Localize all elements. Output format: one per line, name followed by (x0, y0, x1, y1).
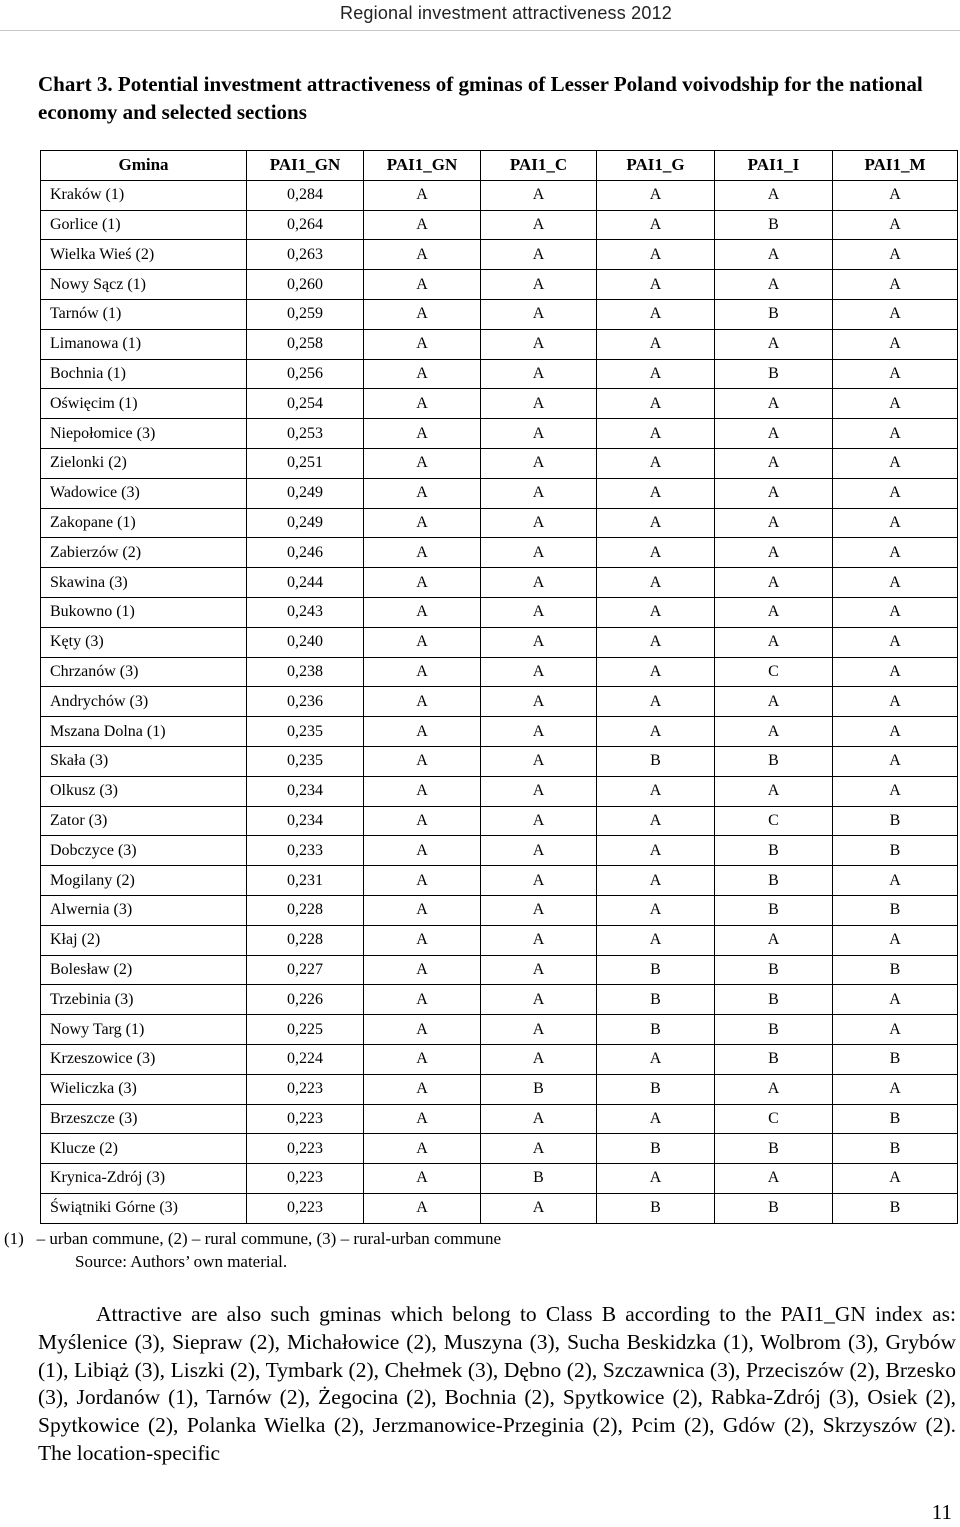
pai1-gn-class-cell: A (364, 210, 481, 240)
pai1-gn-value-cell: 0,231 (247, 866, 364, 896)
pai1-c-cell: A (481, 717, 597, 747)
pai1-g-cell: B (597, 1074, 715, 1104)
pai1-i-cell: C (715, 1104, 833, 1134)
pai1-m-cell: A (833, 1164, 958, 1194)
pai1-gn-class-cell: A (364, 1164, 481, 1194)
pai1-gn-class-cell: A (364, 627, 481, 657)
table-row (41, 597, 958, 627)
pai1-i-cell: A (715, 329, 833, 359)
pai1-g-cell: B (597, 955, 715, 985)
pai1-m-cell: A (833, 448, 958, 478)
table-row (41, 299, 958, 329)
pai1-g-cell: A (597, 895, 715, 925)
table-row (41, 955, 958, 985)
table-row (41, 1193, 958, 1223)
body-paragraph: Attractive are also such gminas which belong to Class B according to the PAI1_GN index as: Myślenice (3), Siepraw (2), Michałowice (2), Muszyna (3), Sucha Beskidzka (1), Wolbrom (3), Grybów (1), Libiąż (3), Liszki (2), Tymbark (2), Chełmek (3), Dębno (2), Szczawnica (3), Przeciszów (2), Brzesko (3), Jordanów (1), Tarnów (2), Żegocina (2), Bochnia (2), Spytkowice (2), Rabka-Zdrój (3), Osiek (2), Spytkowice (2), Polanka Wielka (2), Jerzmanowice-Przeginia (2), Pcim (2), Gdów (2), Skrzyszów (2). The location-specific (38, 1302, 956, 1465)
gmina-cell: Zakopane (1) (41, 508, 247, 538)
pai1-g-cell: A (597, 389, 715, 419)
pai1-c-cell: A (481, 985, 597, 1015)
pai1-gn-class-cell: A (364, 687, 481, 717)
pai1-gn-class-cell: A (364, 240, 481, 270)
pai1-g-cell: A (597, 717, 715, 747)
attractiveness-table (40, 150, 958, 1224)
pai1-i-cell: B (715, 836, 833, 866)
gmina-cell: Dobczyce (3) (41, 836, 247, 866)
gmina-cell: Wielka Wieś (2) (41, 240, 247, 270)
pai1-gn-value-cell: 0,223 (247, 1134, 364, 1164)
gmina-cell: Nowy Targ (1) (41, 1015, 247, 1045)
pai1-g-cell: A (597, 180, 715, 210)
table-row (41, 925, 958, 955)
table-row (41, 687, 958, 717)
table-row (41, 657, 958, 687)
pai1-c-cell: A (481, 1134, 597, 1164)
pai1-i-cell: A (715, 478, 833, 508)
pai1-g-cell: A (597, 687, 715, 717)
pai1-c-cell: A (481, 270, 597, 300)
pai1-i-cell: B (715, 746, 833, 776)
pai1-i-cell: A (715, 508, 833, 538)
pai1-g-cell: A (597, 538, 715, 568)
col-header-pai1-g: PAI1_G (597, 151, 715, 181)
gmina-cell: Zielonki (2) (41, 448, 247, 478)
gmina-cell: Bukowno (1) (41, 597, 247, 627)
pai1-c-cell: A (481, 508, 597, 538)
pai1-g-cell: A (597, 776, 715, 806)
pai1-c-cell: A (481, 806, 597, 836)
pai1-m-cell: A (833, 240, 958, 270)
pai1-g-cell: A (597, 1044, 715, 1074)
pai1-m-cell: A (833, 419, 958, 449)
pai1-gn-value-cell: 0,228 (247, 925, 364, 955)
gmina-cell: Mszana Dolna (1) (41, 717, 247, 747)
gmina-cell: Chrzanów (3) (41, 657, 247, 687)
pai1-c-cell: A (481, 776, 597, 806)
pai1-gn-class-cell: A (364, 1134, 481, 1164)
pai1-m-cell: A (833, 717, 958, 747)
pai1-i-cell: A (715, 687, 833, 717)
gmina-cell: Niepołomice (3) (41, 419, 247, 449)
pai1-i-cell: A (715, 1074, 833, 1104)
pai1-g-cell: A (597, 299, 715, 329)
pai1-gn-value-cell: 0,260 (247, 270, 364, 300)
pai1-c-cell: A (481, 1044, 597, 1074)
header-row (41, 151, 958, 181)
pai1-c-cell: A (481, 925, 597, 955)
pai1-gn-value-cell: 0,236 (247, 687, 364, 717)
pai1-gn-value-cell: 0,284 (247, 180, 364, 210)
gmina-cell: Zator (3) (41, 806, 247, 836)
pai1-gn-class-cell: A (364, 866, 481, 896)
col-header-pai1-i: PAI1_I (715, 151, 833, 181)
table-row (41, 1074, 958, 1104)
pai1-g-cell: A (597, 568, 715, 598)
gmina-cell: Tarnów (1) (41, 299, 247, 329)
col-header-pai1-m: PAI1_M (833, 151, 958, 181)
pai1-i-cell: A (715, 448, 833, 478)
pai1-i-cell: B (715, 299, 833, 329)
table-row (41, 240, 958, 270)
pai1-m-cell: A (833, 985, 958, 1015)
pai1-i-cell: A (715, 270, 833, 300)
pai1-gn-class-cell: A (364, 1015, 481, 1045)
pai1-g-cell: A (597, 508, 715, 538)
pai1-gn-value-cell: 0,234 (247, 776, 364, 806)
pai1-gn-class-cell: A (364, 538, 481, 568)
pai1-gn-value-cell: 0,224 (247, 1044, 364, 1074)
pai1-gn-class-cell: A (364, 419, 481, 449)
pai1-gn-class-cell: A (364, 508, 481, 538)
pai1-m-cell: A (833, 210, 958, 240)
pai1-i-cell: A (715, 568, 833, 598)
pai1-g-cell: A (597, 597, 715, 627)
pai1-g-cell: A (597, 478, 715, 508)
pai1-gn-value-cell: 0,263 (247, 240, 364, 270)
pai1-g-cell: A (597, 1104, 715, 1134)
pai1-c-cell: A (481, 299, 597, 329)
pai1-m-cell: B (833, 955, 958, 985)
gmina-cell: Nowy Sącz (1) (41, 270, 247, 300)
table-row (41, 717, 958, 747)
pai1-gn-value-cell: 0,223 (247, 1193, 364, 1223)
gmina-cell: Zabierzów (2) (41, 538, 247, 568)
table-header (41, 151, 958, 181)
pai1-m-cell: B (833, 895, 958, 925)
pai1-m-cell: A (833, 389, 958, 419)
pai1-i-cell: B (715, 955, 833, 985)
pai1-m-cell: A (833, 657, 958, 687)
gmina-cell: Trzebinia (3) (41, 985, 247, 1015)
table-row (41, 329, 958, 359)
table-row (41, 270, 958, 300)
pai1-i-cell: A (715, 925, 833, 955)
pai1-g-cell: A (597, 210, 715, 240)
pai1-c-cell: A (481, 568, 597, 598)
pai1-c-cell: A (481, 746, 597, 776)
pai1-gn-value-cell: 0,244 (247, 568, 364, 598)
pai1-gn-value-cell: 0,227 (247, 955, 364, 985)
pai1-g-cell: A (597, 836, 715, 866)
pai1-c-cell: A (481, 448, 597, 478)
pai1-gn-value-cell: 0,235 (247, 717, 364, 747)
pai1-gn-value-cell: 0,240 (247, 627, 364, 657)
col-header-pai1-gn-class: PAI1_GN (364, 151, 481, 181)
pai1-gn-class-cell: A (364, 568, 481, 598)
gmina-cell: Wadowice (3) (41, 478, 247, 508)
pai1-i-cell: A (715, 389, 833, 419)
pai1-g-cell: A (597, 657, 715, 687)
table-row (41, 836, 958, 866)
pai1-gn-value-cell: 0,258 (247, 329, 364, 359)
pai1-m-cell: A (833, 627, 958, 657)
pai1-gn-value-cell: 0,264 (247, 210, 364, 240)
pai1-gn-value-cell: 0,235 (247, 746, 364, 776)
pai1-c-cell: A (481, 538, 597, 568)
pai1-g-cell: B (597, 746, 715, 776)
pai1-gn-class-cell: A (364, 746, 481, 776)
pai1-gn-value-cell: 0,233 (247, 836, 364, 866)
pai1-c-cell: B (481, 1164, 597, 1194)
gmina-cell: Oświęcim (1) (41, 389, 247, 419)
pai1-c-cell: A (481, 1193, 597, 1223)
pai1-gn-value-cell: 0,226 (247, 985, 364, 1015)
gmina-cell: Świątniki Górne (3) (41, 1193, 247, 1223)
pai1-i-cell: A (715, 419, 833, 449)
table-row (41, 568, 958, 598)
pai1-gn-class-cell: A (364, 329, 481, 359)
pai1-gn-class-cell: A (364, 299, 481, 329)
gmina-cell: Andrychów (3) (41, 687, 247, 717)
pai1-c-cell: A (481, 657, 597, 687)
pai1-c-cell: A (481, 836, 597, 866)
gmina-cell: Krzeszowice (3) (41, 1044, 247, 1074)
table-row (41, 866, 958, 896)
table-row (41, 1104, 958, 1134)
table-row (41, 419, 958, 449)
pai1-m-cell: A (833, 299, 958, 329)
pai1-gn-value-cell: 0,223 (247, 1104, 364, 1134)
pai1-m-cell: A (833, 597, 958, 627)
col-header-gmina: Gmina (41, 151, 247, 181)
pai1-c-cell: A (481, 419, 597, 449)
pai1-i-cell: B (715, 985, 833, 1015)
pai1-m-cell: A (833, 687, 958, 717)
pai1-gn-value-cell: 0,249 (247, 478, 364, 508)
pai1-m-cell: A (833, 1074, 958, 1104)
table-row (41, 776, 958, 806)
pai1-gn-class-cell: A (364, 776, 481, 806)
pai1-gn-class-cell: A (364, 478, 481, 508)
pai1-gn-class-cell: A (364, 1193, 481, 1223)
pai1-gn-value-cell: 0,259 (247, 299, 364, 329)
pai1-gn-class-cell: A (364, 1104, 481, 1134)
pai1-gn-value-cell: 0,246 (247, 538, 364, 568)
running-title: Regional investment attractiveness 2012 (340, 3, 672, 23)
gmina-cell: Gorlice (1) (41, 210, 247, 240)
pai1-g-cell: A (597, 866, 715, 896)
table-row (41, 359, 958, 389)
pai1-m-cell: A (833, 925, 958, 955)
table-body (41, 180, 958, 1223)
pai1-m-cell: A (833, 329, 958, 359)
pai1-gn-class-cell: A (364, 925, 481, 955)
pai1-c-cell: A (481, 180, 597, 210)
col-header-pai1-c: PAI1_C (481, 151, 597, 181)
gmina-cell: Olkusz (3) (41, 776, 247, 806)
gmina-cell: Brzeszcze (3) (41, 1104, 247, 1134)
gmina-cell: Kęty (3) (41, 627, 247, 657)
pai1-gn-class-cell: A (364, 895, 481, 925)
pai1-gn-class-cell: A (364, 597, 481, 627)
pai1-m-cell: B (833, 1044, 958, 1074)
gmina-cell: Limanowa (1) (41, 329, 247, 359)
pai1-i-cell: B (715, 1193, 833, 1223)
page-number: 11 (931, 1500, 952, 1524)
gmina-cell: Mogilany (2) (41, 866, 247, 896)
pai1-gn-class-cell: A (364, 359, 481, 389)
pai1-gn-class-cell: A (364, 389, 481, 419)
pai1-gn-class-cell: A (364, 836, 481, 866)
source-note: Source: Authors’ own material. (75, 1252, 288, 1271)
table-row (41, 895, 958, 925)
pai1-i-cell: A (715, 1164, 833, 1194)
gmina-cell: Krynica-Zdrój (3) (41, 1164, 247, 1194)
pai1-gn-value-cell: 0,234 (247, 806, 364, 836)
pai1-m-cell: A (833, 568, 958, 598)
pai1-gn-class-cell: A (364, 1074, 481, 1104)
pai1-gn-value-cell: 0,253 (247, 419, 364, 449)
pai1-c-cell: A (481, 478, 597, 508)
pai1-m-cell: A (833, 538, 958, 568)
pai1-m-cell: B (833, 1193, 958, 1223)
pai1-m-cell: B (833, 836, 958, 866)
pai1-c-cell: A (481, 895, 597, 925)
pai1-c-cell: A (481, 240, 597, 270)
pai1-gn-class-cell: A (364, 1044, 481, 1074)
pai1-gn-class-cell: A (364, 717, 481, 747)
pai1-m-cell: B (833, 1134, 958, 1164)
table-row (41, 210, 958, 240)
gmina-cell: Skała (3) (41, 746, 247, 776)
pai1-m-cell: A (833, 478, 958, 508)
pai1-m-cell: A (833, 508, 958, 538)
pai1-gn-class-cell: A (364, 448, 481, 478)
col-header-pai1-gn-value: PAI1_GN (247, 151, 364, 181)
pai1-i-cell: B (715, 1134, 833, 1164)
pai1-c-cell: A (481, 597, 597, 627)
pai1-c-cell: A (481, 210, 597, 240)
commune-type-footnote: (1) – urban commune, (2) – rural commune, (3) – rural-urban commune (4, 1229, 502, 1248)
pai1-c-cell: A (481, 389, 597, 419)
gmina-cell: Alwernia (3) (41, 895, 247, 925)
pai1-gn-value-cell: 0,225 (247, 1015, 364, 1045)
pai1-gn-value-cell: 0,238 (247, 657, 364, 687)
chart-title: Chart 3. Potential investment attractiveness of gminas of Lesser Poland voivodship for the national economy and selected sections (38, 72, 923, 124)
pai1-c-cell: A (481, 1104, 597, 1134)
pai1-gn-value-cell: 0,228 (247, 895, 364, 925)
pai1-g-cell: A (597, 240, 715, 270)
table-row (41, 627, 958, 657)
pai1-c-cell: A (481, 955, 597, 985)
pai1-g-cell: A (597, 448, 715, 478)
pai1-g-cell: A (597, 270, 715, 300)
table-row (41, 746, 958, 776)
gmina-cell: Wieliczka (3) (41, 1074, 247, 1104)
pai1-i-cell: C (715, 657, 833, 687)
pai1-g-cell: A (597, 419, 715, 449)
pai1-gn-value-cell: 0,223 (247, 1074, 364, 1104)
table-row (41, 508, 958, 538)
pai1-i-cell: B (715, 210, 833, 240)
pai1-c-cell: A (481, 627, 597, 657)
pai1-gn-class-cell: A (364, 270, 481, 300)
pai1-gn-class-cell: A (364, 180, 481, 210)
pai1-g-cell: A (597, 925, 715, 955)
table-row (41, 1164, 958, 1194)
pai1-gn-value-cell: 0,251 (247, 448, 364, 478)
pai1-i-cell: A (715, 627, 833, 657)
pai1-gn-class-cell: A (364, 806, 481, 836)
pai1-m-cell: B (833, 806, 958, 836)
gmina-cell: Bolesław (2) (41, 955, 247, 985)
pai1-gn-class-cell: A (364, 657, 481, 687)
table-row (41, 538, 958, 568)
running-header (0, 0, 960, 31)
pai1-m-cell: A (833, 180, 958, 210)
pai1-g-cell: A (597, 627, 715, 657)
pai1-i-cell: A (715, 776, 833, 806)
pai1-m-cell: A (833, 746, 958, 776)
pai1-g-cell: B (597, 1134, 715, 1164)
pai1-gn-value-cell: 0,249 (247, 508, 364, 538)
gmina-cell: Klucze (2) (41, 1134, 247, 1164)
pai1-gn-class-cell: A (364, 955, 481, 985)
table-row (41, 180, 958, 210)
pai1-gn-class-cell: A (364, 985, 481, 1015)
pai1-i-cell: A (715, 180, 833, 210)
pai1-i-cell: B (715, 895, 833, 925)
pai1-i-cell: B (715, 866, 833, 896)
pai1-m-cell: A (833, 866, 958, 896)
pai1-i-cell: A (715, 597, 833, 627)
pai1-i-cell: B (715, 1015, 833, 1045)
pai1-c-cell: A (481, 687, 597, 717)
pai1-gn-value-cell: 0,243 (247, 597, 364, 627)
pai1-m-cell: A (833, 776, 958, 806)
pai1-g-cell: A (597, 359, 715, 389)
pai1-m-cell: A (833, 270, 958, 300)
pai1-i-cell: C (715, 806, 833, 836)
pai1-c-cell: A (481, 329, 597, 359)
pai1-g-cell: A (597, 1164, 715, 1194)
table-row (41, 806, 958, 836)
pai1-c-cell: A (481, 1015, 597, 1045)
pai1-g-cell: A (597, 329, 715, 359)
pai1-m-cell: B (833, 1104, 958, 1134)
pai1-g-cell: B (597, 1015, 715, 1045)
pai1-m-cell: A (833, 1015, 958, 1045)
pai1-gn-value-cell: 0,223 (247, 1164, 364, 1194)
pai1-i-cell: B (715, 359, 833, 389)
pai1-i-cell: A (715, 717, 833, 747)
pai1-i-cell: A (715, 240, 833, 270)
pai1-gn-value-cell: 0,254 (247, 389, 364, 419)
table-row (41, 448, 958, 478)
pai1-i-cell: B (715, 1044, 833, 1074)
pai1-g-cell: A (597, 806, 715, 836)
pai1-g-cell: B (597, 1193, 715, 1223)
gmina-cell: Skawina (3) (41, 568, 247, 598)
gmina-cell: Kłaj (2) (41, 925, 247, 955)
table-row (41, 1015, 958, 1045)
table-row (41, 1044, 958, 1074)
table-row (41, 478, 958, 508)
pai1-c-cell: B (481, 1074, 597, 1104)
table-row (41, 389, 958, 419)
table-row (41, 985, 958, 1015)
pai1-gn-value-cell: 0,256 (247, 359, 364, 389)
pai1-g-cell: B (597, 985, 715, 1015)
gmina-cell: Bochnia (1) (41, 359, 247, 389)
gmina-cell: Kraków (1) (41, 180, 247, 210)
pai1-m-cell: A (833, 359, 958, 389)
pai1-c-cell: A (481, 359, 597, 389)
pai1-i-cell: A (715, 538, 833, 568)
table-row (41, 1134, 958, 1164)
pai1-c-cell: A (481, 866, 597, 896)
